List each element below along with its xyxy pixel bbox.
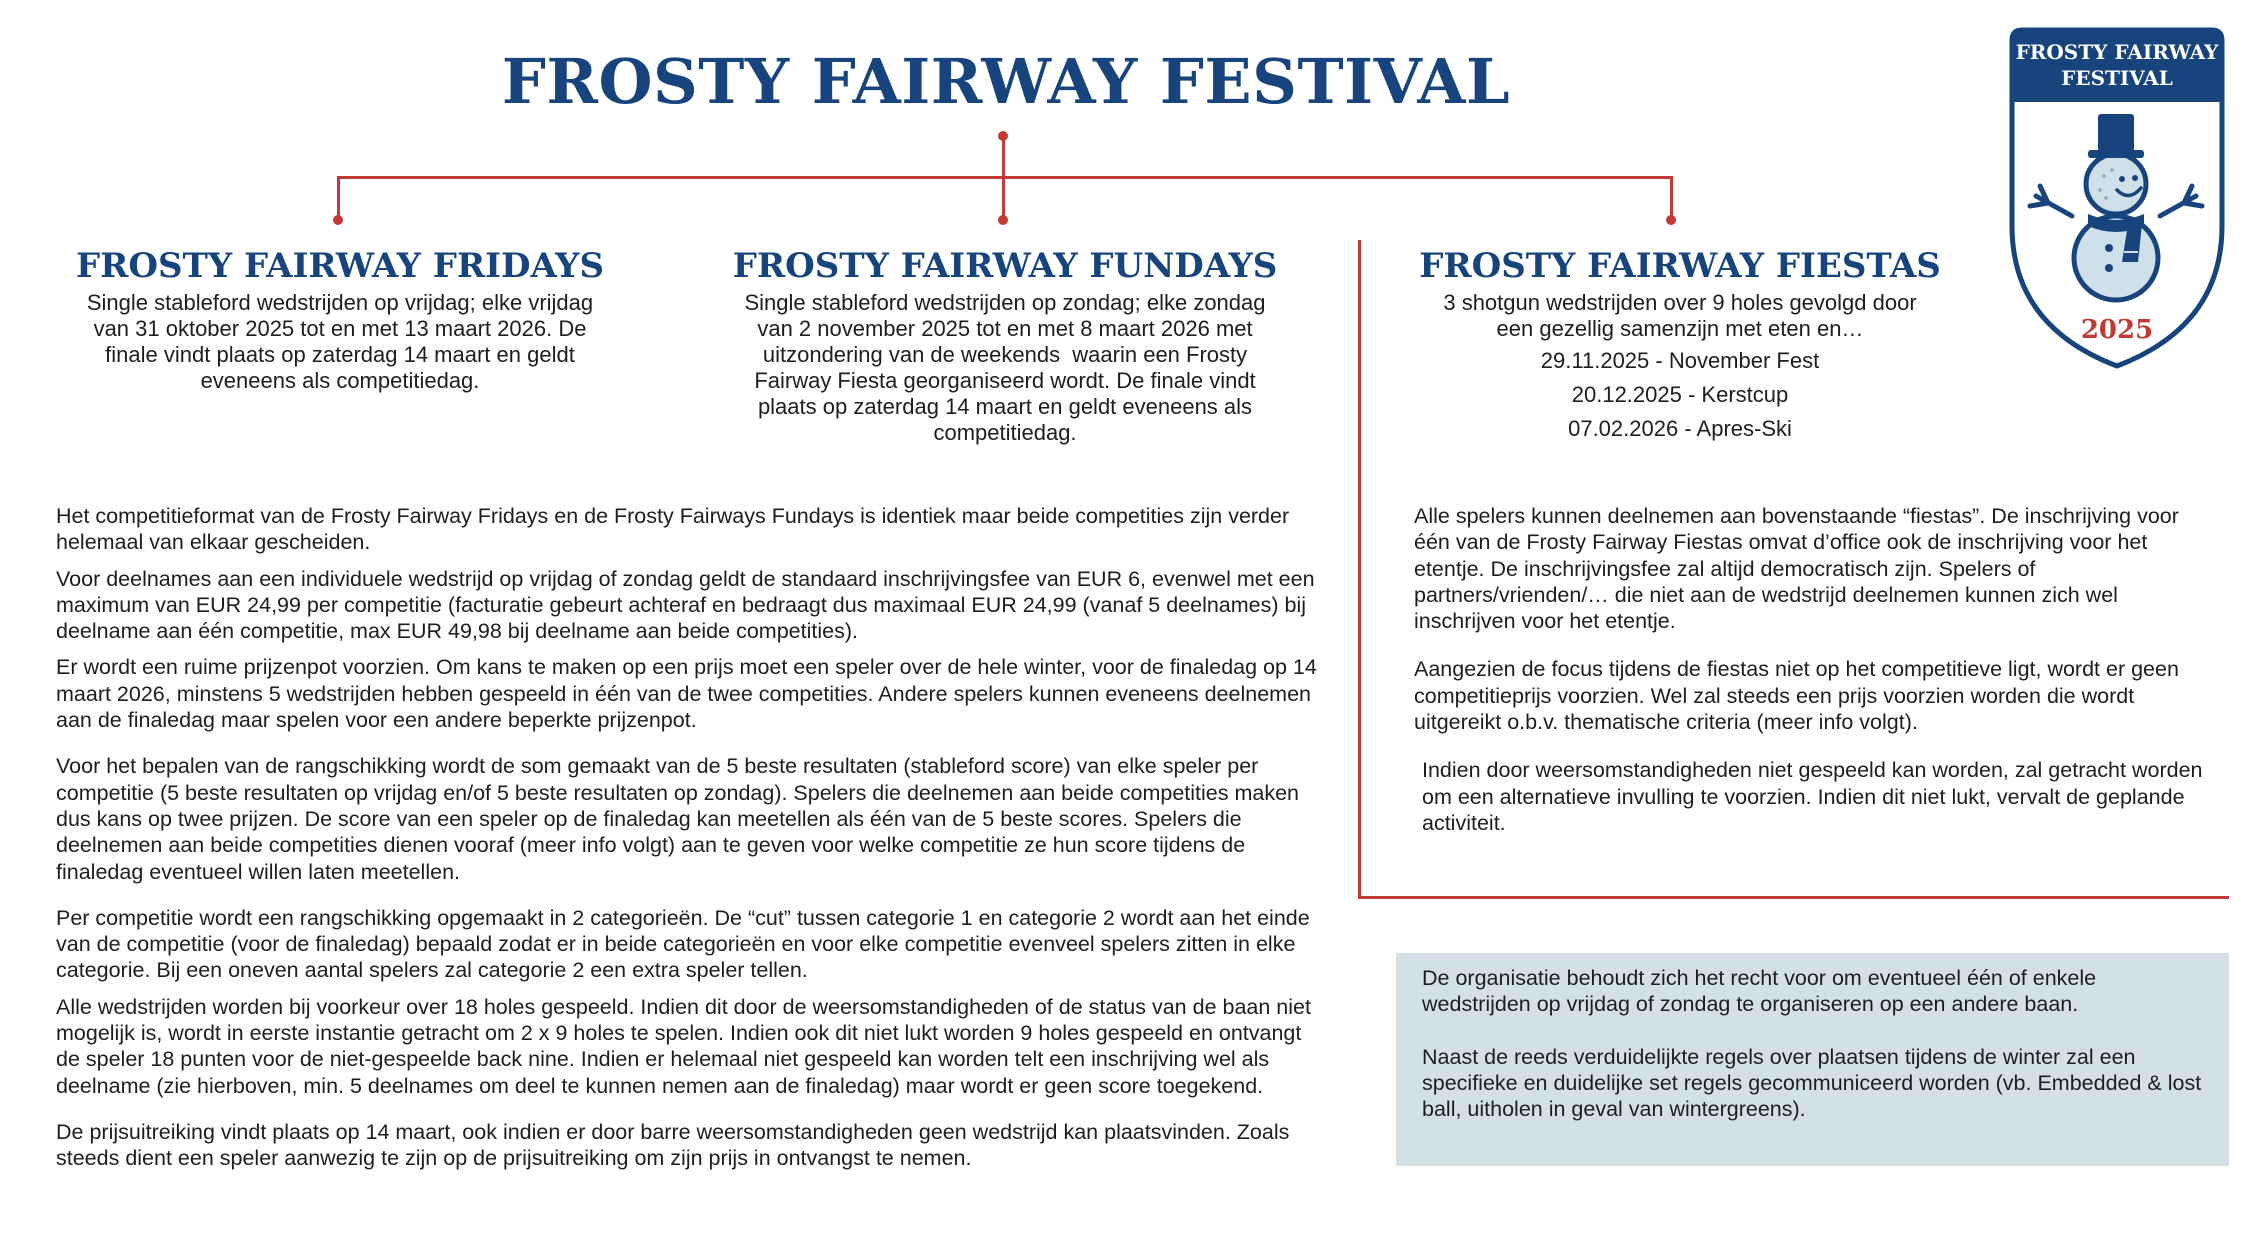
fundays-description [705,290,1305,446]
fiestas-description [1380,290,1980,342]
fundays-line: Fairway Fiesta georganiseerd wordt. De finale vindt [754,368,1256,393]
connector-stem [1002,136,1005,178]
connector-dot-fridays [333,215,343,225]
fundays-title: FROSTY FAIRWAY FUNDAYS [732,246,1278,286]
rules-paragraph: Het competitieformat van de Frosty Fairway Fridays en de Frosty Fairways Fundays is identiek maar beide competities zijn verder helemaal van elkaar gescheiden. [56,504,1290,555]
fiestas-rules [1414,503,2214,846]
fiestas-title: FROSTY FAIRWAY FIESTAS [1419,246,1941,286]
fridays-description [40,290,640,394]
fiestas-line: 3 shotgun wedstrijden over 9 holes gevolgd door [1443,290,1917,315]
badge-year: 2025 [2080,315,2154,345]
note-paragraph: De organisatie behoudt zich het recht voor om eventueel één of enkele wedstrijden op vrijdag of zondag te organiseren op een andere baan. [1422,966,2097,1017]
rules-paragraph: Voor deelnames aan een individuele wedstrijd op vrijdag of zondag geldt de standaard inschrijvingsfee van EUR 6, evenwel met een maximum van EUR 24,99 per competitie (facturatie gebeurt achteraf en bedraagt dus maximaal EUR 24,99 (vanaf 5 deelnames) bij deelname aan één competitie, max EUR 49,98 bij deelname aan beide competities). [56,566,1315,644]
fundays-line: uitzondering van de weekends waarin een Frosty [762,342,1248,367]
festival-badge [1992,26,2242,376]
rules-paragraph: De prijsuitreiking vindt plaats op 14 maart, ook indien er door barre weersomstandigheden geen wedstrijd kan plaatsvinden. Zoals steeds dient een speler aanwezig te zijn op de prijsuitreiking om zijn prijs in ontvangst te nemen. [56,1119,1290,1171]
column-fundays [705,246,1305,446]
fridays-title: FROSTY FAIRWAY FRIDAYS [75,246,604,286]
connector-drop-fridays [337,176,340,220]
badge-title-line2: FESTIVAL [2061,66,2173,90]
fiestas-line: een gezellig samenzijn met eten en… [1496,316,1864,341]
connector-bar [337,176,1673,179]
connector-drop-fundays [1002,176,1005,220]
column-fiestas [1380,246,1980,446]
fundays-line: competitiedag. [933,420,1077,445]
connector-dot-fiestas [1666,215,1676,225]
fiestas-paragraph: Aangezien de focus tijdens de fiestas niet op het competitieve ligt, wordt er geen competitieprijs voorzien. Wel zal steeds een prijs voorzien worden die wordt uitgereikt o.b.v. thematische criteria (meer info volgt). [1414,657,2179,735]
badge-title-line1: FROSTY FAIRWAY [2015,40,2219,64]
rules-paragraph: Er wordt een ruime prijzenpot voorzien. Om kans te maken op een prijs moet een speler over de hele winter, voor de finaledag op 14 maart 2026, minstens 5 wedstrijden hebben gespeeld in één van de twee competities. Andere spelers kunnen eveneens deelnemen aan de finaledag maar spelen voor een andere beperkte prijzenpot. [56,655,1317,733]
fiestas-frame-bottom [1358,896,2229,899]
fiestas-frame-left [1358,240,1361,899]
organisation-note [1396,953,2229,1166]
competition-rules [56,503,1326,1182]
connector-dot-fundays [998,215,1008,225]
column-fridays [40,246,640,394]
fundays-line: van 2 november 2025 tot en met 8 maart 2026 met [757,316,1253,341]
page-title: FROSTY FAIRWAY FESTIVAL [501,45,1511,118]
fiesta-date: 07.02.2026 - Apres-Ski [1568,416,1792,441]
note-paragraph: Naast de reeds verduidelijkte regels over plaatsen tijdens de winter zal een specifieke en duidelijke set regels gecommuniceerd worden (vb. Embedded & lost ball, uitholen in geval van wintergreens). [1422,1044,2202,1122]
fiesta-date: 29.11.2025 - November Fest [1540,348,1820,373]
fridays-line: Single stableford wedstrijden op vrijdag; elke vrijdag [86,290,594,315]
connector-drop-fiestas [1670,176,1673,220]
fiestas-paragraph: Alle spelers kunnen deelnemen aan bovenstaande “fiestas”. De inschrijving voor één van de Frosty Fairway Fiestas omvat d’office ook de inschrijving voor het etentje. De inschrijvingsfee zal altijd democratisch zijn. Spelers of partners/vrienden/… die niet aan de wedstrijd deelnemen kunnen zich wel inschrijven voor het etentje. [1414,504,2179,634]
rules-paragraph: Voor het bepalen van de rangschikking wordt de som gemaakt van de 5 beste resultaten (stableford score) van elke speler per competitie (5 beste resultaten op vrijdag en/of 5 beste resultaten op zondag). Spelers die deelnemen aan beide competities maken dus kans op twee prijzen. De score van een speler op de finaledag kan meetellen als één van de 5 beste scores. Spelers die deelnemen aan beide competities dienen vooraf (meer info volgt) aan te geven voor welke competitie ze hun score tijdens de finaledag eventueel willen laten meetellen. [56,754,1299,884]
fundays-line: plaats op zaterdag 14 maart en geldt eveneens als [757,394,1253,419]
rules-paragraph: Per competitie wordt een rangschikking opgemaakt in 2 categorieën. De “cut” tussen categorie 1 en categorie 2 wordt aan het einde van de competitie (voor de finaledag) bepaald zodat er in beide categorieën en voor elke competitie evenveel spelers zitten in elke categorie. Bij een oneven aantal spelers zal categorie 2 een extra speler tellen. [56,905,1310,983]
fundays-line: Single stableford wedstrijden op zondag; elke zondag [744,290,1266,315]
fiesta-date: 20.12.2025 - Kerstcup [1571,382,1789,407]
fiestas-dates [1380,344,1980,446]
fridays-line: finale vindt plaats op zaterdag 14 maart en geldt [105,342,575,367]
badge-shield [1992,26,2242,376]
fridays-line: eveneens als competitiedag. [200,368,480,393]
rules-paragraph: Alle wedstrijden worden bij voorkeur over 18 holes gespeeld. Indien dit door de weersomstandigheden of de status van de baan niet mogelijk is, wordt in eerste instantie getracht om 2 x 9 holes te spelen. Indien ook dit niet lukt worden 9 holes gespeeld en ontvangt de speler 18 punten voor de niet-gespeelde back nine. Indien er helemaal niet gespeeld kan worden telt een inschrijving wel als deelname (zie hierboven, min. 5 deelnames om deel te kunnen nemen aan de finaledag) maar wordt er geen score toegekend. [56,994,1311,1098]
fridays-line: van 31 oktober 2025 tot en met 13 maart 2026. De [93,316,587,341]
fiestas-paragraph: Indien door weersomstandigheden niet gespeeld kan worden, zal getracht worden om een alternatieve invulling te voorzien. Indien dit niet lukt, vervalt de geplande activiteit. [1422,758,2203,835]
